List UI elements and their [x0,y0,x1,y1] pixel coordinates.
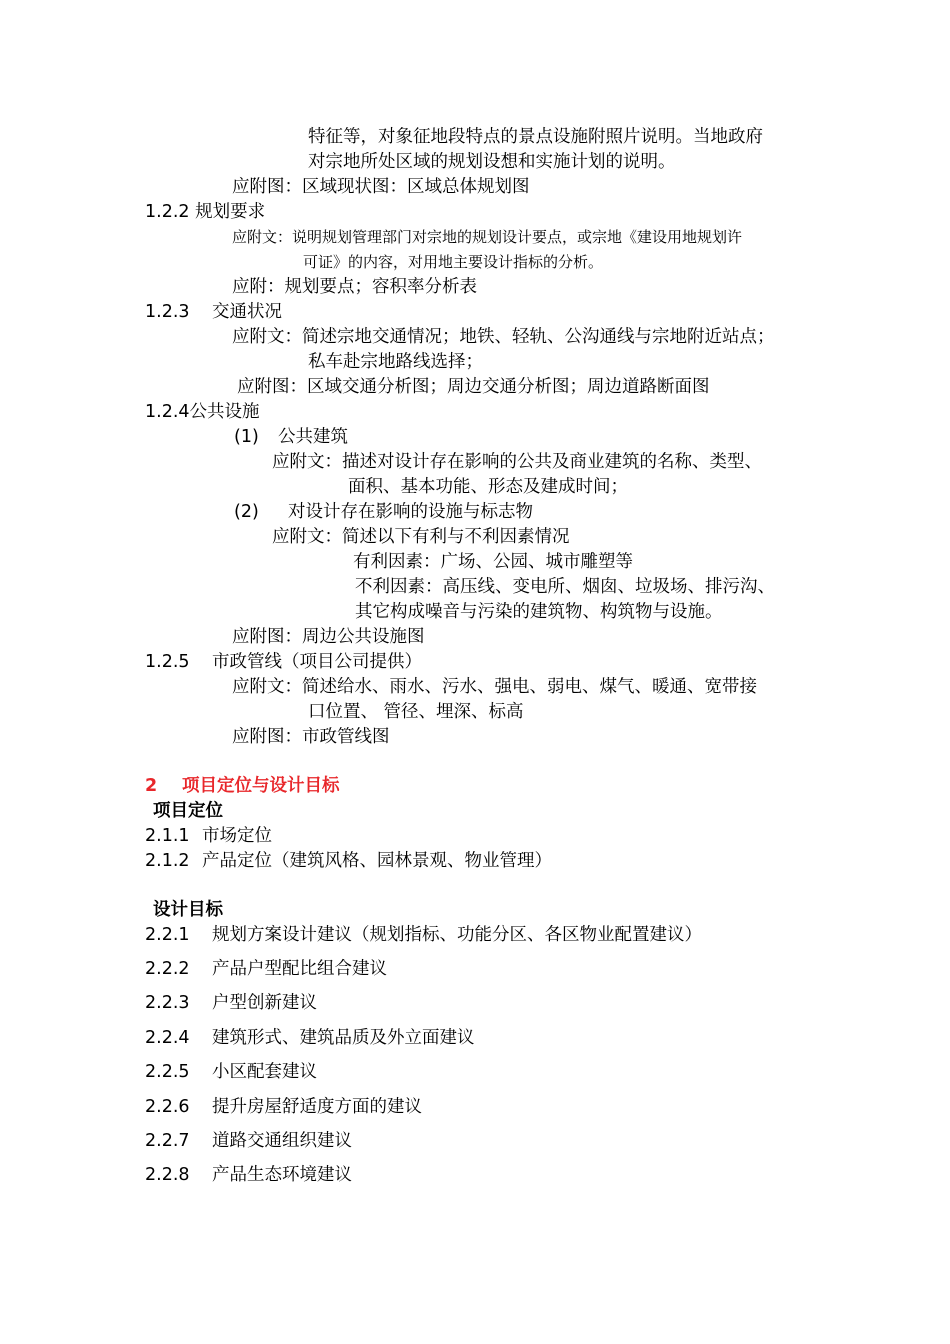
section-number: 2.2.4 [145,1028,190,1048]
section-heading-2-1-2 [145,850,552,872]
list-item [145,1130,352,1152]
section-number: 2.2.5 [145,1062,190,1082]
section-title: 规划要求 [195,202,266,222]
list-item [145,992,317,1014]
list-item-2 [234,501,533,523]
section-title: 小区配套建议 [212,1062,317,1082]
section-title: 户型创新建议 [212,993,317,1013]
section-title: 产品户型配比组合建议 [212,959,387,979]
section-heading-1-2-2 [145,201,265,223]
section-number: 2.2.1 [145,925,190,945]
text-line: 面积、基本功能、形态及建成时间； [348,477,628,497]
text-line: 应附图：区域交通分析图；周边交通分析图；周边道路断面图 [237,377,710,397]
text-line: 特征等，对象征地段特点的景点设施附照片说明。当地政府 [308,127,763,147]
text-line: 其它构成噪音与污染的建筑物、构筑物与设施。 [355,602,723,622]
section-title: 公共设施 [189,402,260,422]
section-number: 2.2.6 [145,1097,190,1117]
section-number: 2.2.2 [145,959,190,979]
section-heading-1-2-4 [145,401,260,423]
list-item [145,1027,475,1049]
section-number: 1.2.5 [145,652,190,672]
text-line: 应附文：描述对设计存在影响的公共及商业建筑的名称、类型、 [272,452,762,472]
text-line: 应附图：市政管线图 [232,727,390,747]
section-heading-1-2-3 [145,301,282,323]
list-item [145,1061,317,1083]
section-title: 建筑形式、建筑品质及外立面建议 [212,1028,475,1048]
list-item [145,924,702,946]
section-title: 提升房屋舒适度方面的建议 [212,1097,422,1117]
text-line: 私车赴宗地路线选择； [308,352,483,372]
text-line: 应附文：简述给水、雨水、污水、强电、弱电、煤气、暖通、宽带接 [232,677,757,697]
text-line: 应附文：简述以下有利与不利因素情况 [272,527,570,547]
text-line: 应附文：说明规划管理部门对宗地的规划设计要点，或宗地《建设用地规划许 [232,228,743,246]
section-title: 产品定位（建筑风格、园林景观、物业管理） [202,851,552,871]
list-item [145,958,387,980]
section-title: 市政管线（项目公司提供） [212,652,422,672]
section-number: 1.2.2 [145,202,190,222]
section-number: 2.1.2 [145,851,190,871]
text-line: 对宗地所处区域的规划设想和实施计划的说明。 [308,152,676,172]
section-title: 道路交通组织建议 [212,1131,352,1151]
text-line: 可证》的内容，对用地主要设计指标的分析。 [303,253,604,271]
section-title: 产品生态环境建议 [212,1165,352,1185]
subheading-positioning: 项目定位 [153,801,223,821]
section-number: 1.2.4 [145,402,190,422]
list-title: 公共建筑 [278,427,348,447]
section-title: 交通状况 [212,302,282,322]
section-number: 2 [145,776,158,796]
text-line: 口位置、 管径、埋深、标高 [308,702,524,722]
section-number: 2.2.3 [145,993,190,1013]
section-number: 1.2.3 [145,302,190,322]
list-number: (1) [234,427,259,447]
list-item [145,1164,352,1186]
text-line: 应附图：周边公共设施图 [232,627,425,647]
list-item-1 [234,426,348,448]
section-title: 市场定位 [202,826,272,846]
section-number: 2.1.1 [145,826,190,846]
text-line: 应附：规划要点；容积率分析表 [232,277,477,297]
text-line: 不利因素：高压线、变电所、烟囱、垃圾场、排污沟、 [355,577,775,597]
section-heading-2-1-1 [145,825,272,847]
list-title: 对设计存在影响的设施与标志物 [288,502,533,522]
list-item [145,1096,422,1118]
text-line: 应附文：简述宗地交通情况；地铁、轻轨、公沟通线与宗地附近站点； [232,327,775,347]
section-title: 项目定位与设计目标 [182,776,340,796]
section-heading-1-2-5 [145,651,422,673]
section-title: 规划方案设计建议（规划指标、功能分区、各区物业配置建议） [212,925,702,945]
section-number: 2.2.7 [145,1131,190,1151]
subheading-design-goals: 设计目标 [153,900,223,920]
section-heading-2 [145,775,340,797]
list-number: (2) [234,502,259,522]
text-line: 有利因素：广场、公园、城市雕塑等 [353,552,633,572]
text-line: 应附图：区域现状图：区域总体规划图 [232,177,530,197]
section-number: 2.2.8 [145,1165,190,1185]
